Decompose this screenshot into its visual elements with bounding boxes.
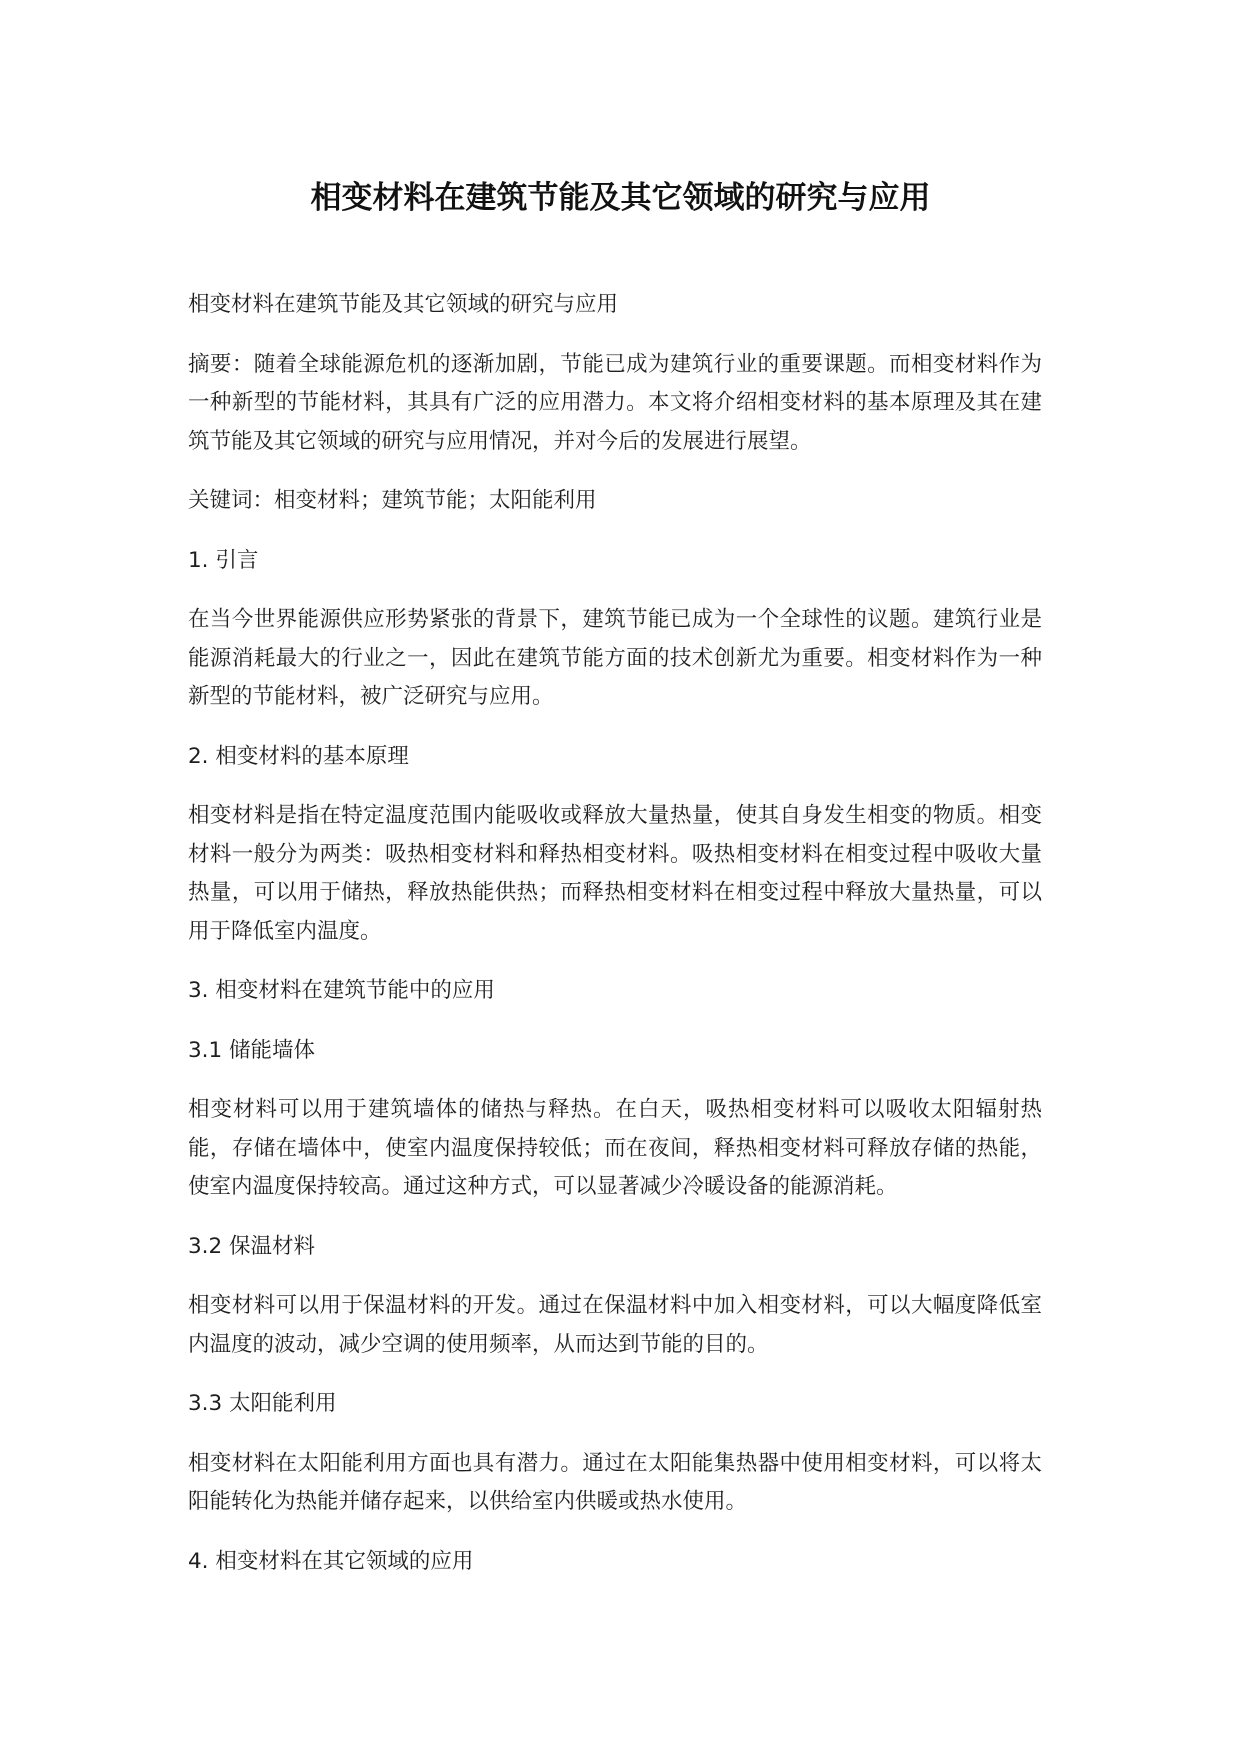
document-body <box>188 286 1042 1602</box>
section-heading-insulation: 3.2 保温材料 <box>188 1233 316 1259</box>
section-heading-principle: 2. 相变材料的基本原理 <box>188 743 409 769</box>
section-heading-building-application: 3. 相变材料在建筑节能中的应用 <box>188 978 495 1003</box>
section-text-solar: 相变材料在太阳能利用方面也具有潜力。通过在太阳能集热器中使用相变材料，可以将太阳能转化为热能并储存起来，以供给室内供暖或热水使用。 <box>188 1450 1042 1514</box>
abstract-paragraph: 摘要：随着全球能源危机的逐渐加剧，节能已成为建筑行业的重要课题。而相变材料作为一种新型的节能材料，其具有广泛的应用潜力。本文将介绍相变材料的基本原理及其在建筑节能及其它领域的研究与应用情况，并对今后的发展进行展望。 <box>188 351 1042 454</box>
section-heading-other-fields: 4. 相变材料在其它领域的应用 <box>188 1548 474 1574</box>
document-title: 相变材料在建筑节能及其它领域的研究与应用 <box>310 180 931 216</box>
section-text-principle: 相变材料是指在特定温度范围内能吸收或释放大量热量，使其自身发生相变的物质。相变材料一般分为两类：吸热相变材料和释热相变材料。吸热相变材料在相变过程中吸收大量热量，可以用于储热，释放热能供热；而释热相变材料在相变过程中释放大量热量，可以用于降低室内温度。 <box>188 803 1042 944</box>
section-text-storage-wall: 相变材料可以用于建筑墙体的储热与释热。在白天，吸热相变材料可以吸收太阳辐射热能，存储在墙体中，使室内温度保持较低；而在夜间，释热相变材料可释放存储的热能，使室内温度保持较高。通过这种方式，可以显著减少冷暖设备的能源消耗。 <box>188 1097 1042 1199</box>
section-heading-storage-wall: 3.1 储能墙体 <box>188 1037 316 1063</box>
subtitle-line: 相变材料在建筑节能及其它领域的研究与应用 <box>188 292 619 317</box>
section-heading-introduction: 1. 引言 <box>188 547 259 573</box>
section-text-introduction: 在当今世界能源供应形势紧张的背景下，建筑节能已成为一个全球性的议题。建筑行业是能源消耗最大的行业之一，因此在建筑节能方面的技术创新尤为重要。相变材料作为一种新型的节能材料，被广泛研究与应用。 <box>188 607 1042 709</box>
section-heading-solar: 3.3 太阳能利用 <box>188 1391 337 1416</box>
keywords-line: 关键词：相变材料；建筑节能；太阳能利用 <box>188 488 597 513</box>
section-text-insulation: 相变材料可以用于保温材料的开发。通过在保温材料中加入相变材料，可以大幅度降低室内温度的波动，减少空调的使用频率，从而达到节能的目的。 <box>188 1293 1042 1357</box>
